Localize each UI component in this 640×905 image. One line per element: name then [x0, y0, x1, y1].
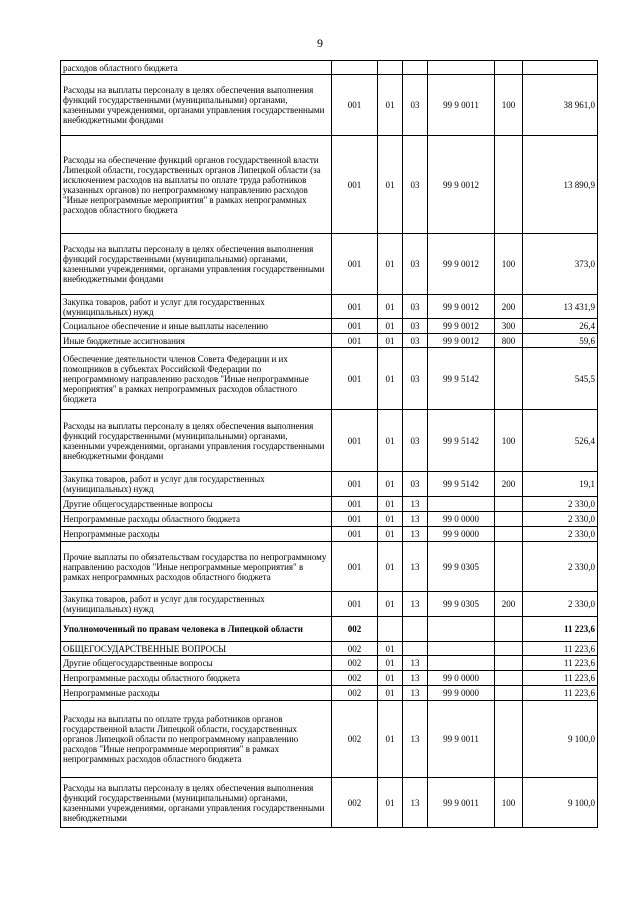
table-row — [61, 410, 598, 472]
cell-target-article: 99 9 5142 — [428, 348, 495, 410]
cell-target-article: 99 9 5142 — [428, 410, 495, 472]
cell-expense-type — [495, 527, 523, 542]
cell-section-code: 01 — [378, 701, 403, 778]
cell-amount: 26,4 — [523, 319, 598, 334]
cell-expense-type — [495, 542, 523, 592]
cell-expense-type — [495, 512, 523, 527]
cell-department-code: 002 — [332, 686, 378, 701]
table-row — [61, 61, 598, 75]
cell-amount: 545,5 — [523, 348, 598, 410]
cell-expense-type: 800 — [495, 334, 523, 348]
table-row — [61, 527, 598, 542]
cell-section-code: 01 — [378, 410, 403, 472]
cell-subsection-code: 03 — [403, 334, 428, 348]
cell-expense-type: 100 — [495, 778, 523, 828]
cell-section-code: 01 — [378, 642, 403, 656]
cell-name: Расходы на выплаты персоналу в целях обеспечения выполнения функций государственными (муниципальными) органами, казенными учреждениями, органами управления государственными внебюджетными фондами — [61, 234, 332, 295]
cell-amount: 11 223,6 — [523, 656, 598, 671]
cell-department-code: 001 — [332, 527, 378, 542]
cell-department-code: 001 — [332, 410, 378, 472]
page-number: 9 — [317, 36, 323, 50]
cell-department-code: 001 — [332, 136, 378, 234]
cell-department-code: 001 — [332, 497, 378, 512]
cell-name: Непрограммные расходы областного бюджета — [61, 512, 332, 527]
cell-section-code: 01 — [378, 334, 403, 348]
cell-subsection-code: 13 — [403, 512, 428, 527]
table-row — [61, 295, 598, 319]
cell-name: ОБЩЕГОСУДАРСТВЕННЫЕ ВОПРОСЫ — [61, 642, 332, 656]
cell-name: Обеспечение деятельности членов Совета Федерации и их помощников в субъектах Российской Федерации по непрограммному направлению расходов "Иные непрограммные мероприятия" в рамках непрограммных расходов областного бюджета — [61, 348, 332, 410]
cell-subsection-code: 13 — [403, 527, 428, 542]
cell-expense-type: 300 — [495, 319, 523, 334]
cell-department-code: 001 — [332, 295, 378, 319]
cell-subsection-code: 03 — [403, 472, 428, 497]
cell-subsection-code — [403, 61, 428, 75]
cell-amount: 2 330,0 — [523, 497, 598, 512]
cell-subsection-code: 13 — [403, 542, 428, 592]
cell-section-code: 01 — [378, 348, 403, 410]
cell-expense-type — [495, 348, 523, 410]
cell-amount: 526,4 — [523, 410, 598, 472]
cell-section-code: 01 — [378, 656, 403, 671]
cell-expense-type — [495, 656, 523, 671]
cell-target-article: 99 9 0012 — [428, 295, 495, 319]
cell-amount: 19,1 — [523, 472, 598, 497]
cell-subsection-code: 03 — [403, 319, 428, 334]
cell-target-article: 99 9 0000 — [428, 686, 495, 701]
table-row — [61, 686, 598, 701]
cell-name: Непрограммные расходы — [61, 686, 332, 701]
cell-amount: 2 330,0 — [523, 542, 598, 592]
cell-department-code: 001 — [332, 334, 378, 348]
cell-target-article — [428, 497, 495, 512]
cell-name: Иные бюджетные ассигнования — [61, 334, 332, 348]
table-row — [61, 642, 598, 656]
cell-subsection-code: 03 — [403, 410, 428, 472]
cell-section-code: 01 — [378, 319, 403, 334]
cell-department-code: 001 — [332, 348, 378, 410]
cell-department-code: 002 — [332, 656, 378, 671]
table-row — [61, 75, 598, 136]
cell-target-article: 99 9 0000 — [428, 527, 495, 542]
cell-section-code: 01 — [378, 136, 403, 234]
cell-subsection-code: 13 — [403, 701, 428, 778]
cell-amount: 13 431,9 — [523, 295, 598, 319]
cell-amount — [523, 61, 598, 75]
table-row — [61, 497, 598, 512]
cell-amount: 59,6 — [523, 334, 598, 348]
cell-department-code: 001 — [332, 472, 378, 497]
cell-department-code: 001 — [332, 234, 378, 295]
cell-expense-type — [495, 642, 523, 656]
cell-target-article: 99 9 0011 — [428, 75, 495, 136]
cell-subsection-code: 03 — [403, 234, 428, 295]
cell-expense-type: 200 — [495, 472, 523, 497]
cell-section-code: 01 — [378, 295, 403, 319]
cell-amount: 2 330,0 — [523, 592, 598, 617]
cell-target-article — [428, 656, 495, 671]
cell-section-code: 01 — [378, 472, 403, 497]
table-row — [61, 592, 598, 617]
cell-target-article: 99 9 0305 — [428, 592, 495, 617]
cell-target-article — [428, 617, 495, 642]
cell-expense-type — [495, 136, 523, 234]
budget-table — [60, 60, 598, 828]
cell-subsection-code: 13 — [403, 656, 428, 671]
cell-name: Расходы на выплаты персоналу в целях обеспечения выполнения функций государственными (муниципальными) органами, казенными учреждениями, органами управления государственными внебюджетными — [61, 778, 332, 828]
cell-name: расходов областного бюджета — [61, 61, 332, 75]
table-row — [61, 617, 598, 642]
cell-target-article: 99 9 0012 — [428, 234, 495, 295]
cell-target-article: 99 9 0012 — [428, 334, 495, 348]
cell-subsection-code — [403, 617, 428, 642]
cell-department-code: 002 — [332, 617, 378, 642]
cell-name: Социальное обеспечение и иные выплаты населению — [61, 319, 332, 334]
cell-name: Расходы на обеспечение функций органов государственной власти Липецкой области, государственных органов Липецкой области (за исключением расходов на выплаты по оплате труда работников указанных органов) по непрограммному направлению расходов "Иные непрограммные мероприятия" в рамках непрограммных расходов областного бюджета — [61, 136, 332, 234]
cell-name: Закупка товаров, работ и услуг для государственных (муниципальных) нужд — [61, 592, 332, 617]
cell-name: Закупка товаров, работ и услуг для государственных (муниципальных) нужд — [61, 472, 332, 497]
cell-department-code: 002 — [332, 778, 378, 828]
cell-amount: 38 961,0 — [523, 75, 598, 136]
cell-department-code: 002 — [332, 642, 378, 656]
cell-name: Расходы на выплаты персоналу в целях обеспечения выполнения функций государственными (муниципальными) органами, казенными учреждениями, органами управления государственными внебюджетными фондами — [61, 75, 332, 136]
table-row — [61, 319, 598, 334]
cell-name: Непрограммные расходы областного бюджета — [61, 671, 332, 686]
cell-target-article: 99 9 0012 — [428, 319, 495, 334]
cell-amount: 11 223,6 — [523, 686, 598, 701]
cell-expense-type: 200 — [495, 592, 523, 617]
cell-amount: 9 100,0 — [523, 778, 598, 828]
table-row — [61, 472, 598, 497]
cell-amount: 11 223,6 — [523, 671, 598, 686]
cell-amount: 13 890,9 — [523, 136, 598, 234]
cell-department-code: 001 — [332, 75, 378, 136]
cell-section-code: 01 — [378, 512, 403, 527]
cell-name: Расходы на выплаты персоналу в целях обеспечения выполнения функций государственными (муниципальными) органами, казенными учреждениями, органами управления государственными внебюджетными фондами — [61, 410, 332, 472]
cell-amount: 11 223,6 — [523, 617, 598, 642]
cell-department-code: 002 — [332, 671, 378, 686]
cell-subsection-code: 03 — [403, 295, 428, 319]
cell-department-code: 001 — [332, 512, 378, 527]
cell-target-article: 99 9 0012 — [428, 136, 495, 234]
table-row — [61, 512, 598, 527]
cell-section-code: 01 — [378, 497, 403, 512]
table-row — [61, 778, 598, 828]
cell-name: Другие общегосударственные вопросы — [61, 497, 332, 512]
cell-subsection-code: 13 — [403, 671, 428, 686]
table-row — [61, 234, 598, 295]
cell-name: Непрограммные расходы — [61, 527, 332, 542]
cell-target-article: 99 9 0305 — [428, 542, 495, 592]
cell-target-article: 99 0 0000 — [428, 671, 495, 686]
cell-expense-type — [495, 617, 523, 642]
table-row — [61, 656, 598, 671]
cell-section-code: 01 — [378, 686, 403, 701]
cell-department-code: 002 — [332, 701, 378, 778]
cell-expense-type — [495, 701, 523, 778]
cell-section-code: 01 — [378, 234, 403, 295]
cell-section-code: 01 — [378, 778, 403, 828]
table-row — [61, 671, 598, 686]
cell-target-article: 99 9 5142 — [428, 472, 495, 497]
cell-amount: 11 223,6 — [523, 642, 598, 656]
table-row — [61, 542, 598, 592]
cell-amount: 2 330,0 — [523, 512, 598, 527]
cell-expense-type — [495, 497, 523, 512]
cell-expense-type — [495, 61, 523, 75]
cell-amount: 2 330,0 — [523, 527, 598, 542]
cell-name: Закупка товаров, работ и услуг для государственных (муниципальных) нужд — [61, 295, 332, 319]
cell-target-article: 99 9 0011 — [428, 701, 495, 778]
cell-target-article: 99 9 0011 — [428, 778, 495, 828]
cell-amount: 9 100,0 — [523, 701, 598, 778]
cell-name: Расходы на выплаты по оплате труда работников органов государственной власти Липецкой области, государственных органов Липецкой области по непрограммному направлению расходов "Иные непрограммные мероприятия" в рамках непрограммных расходов областного бюджета — [61, 701, 332, 778]
cell-target-article — [428, 61, 495, 75]
table-row — [61, 334, 598, 348]
cell-target-article: 99 0 0000 — [428, 512, 495, 527]
cell-department-code: 001 — [332, 319, 378, 334]
table-row — [61, 348, 598, 410]
cell-section-code: 01 — [378, 671, 403, 686]
cell-expense-type — [495, 686, 523, 701]
cell-section-code: 01 — [378, 75, 403, 136]
cell-name: Уполномоченный по правам человека в Липецкой области — [61, 617, 332, 642]
cell-subsection-code — [403, 642, 428, 656]
cell-section-code — [378, 617, 403, 642]
cell-expense-type — [495, 671, 523, 686]
cell-subsection-code: 13 — [403, 686, 428, 701]
cell-subsection-code: 13 — [403, 778, 428, 828]
table-row — [61, 701, 598, 778]
cell-section-code: 01 — [378, 542, 403, 592]
cell-name: Прочие выплаты по обязательствам государства по непрограммному направлению расходов "Иные непрограммные мероприятия" в рамках непрограммных расходов областного бюджета — [61, 542, 332, 592]
cell-department-code: 001 — [332, 592, 378, 617]
cell-subsection-code: 03 — [403, 75, 428, 136]
cell-expense-type: 200 — [495, 295, 523, 319]
cell-target-article — [428, 642, 495, 656]
cell-section-code — [378, 61, 403, 75]
cell-name: Другие общегосударственные вопросы — [61, 656, 332, 671]
cell-department-code: 001 — [332, 542, 378, 592]
cell-expense-type: 100 — [495, 75, 523, 136]
cell-expense-type: 100 — [495, 234, 523, 295]
cell-subsection-code: 03 — [403, 136, 428, 234]
table-row — [61, 136, 598, 234]
cell-section-code: 01 — [378, 527, 403, 542]
cell-amount: 373,0 — [523, 234, 598, 295]
cell-expense-type: 100 — [495, 410, 523, 472]
cell-subsection-code: 13 — [403, 592, 428, 617]
cell-subsection-code: 03 — [403, 348, 428, 410]
cell-section-code: 01 — [378, 592, 403, 617]
cell-department-code — [332, 61, 378, 75]
cell-subsection-code: 13 — [403, 497, 428, 512]
